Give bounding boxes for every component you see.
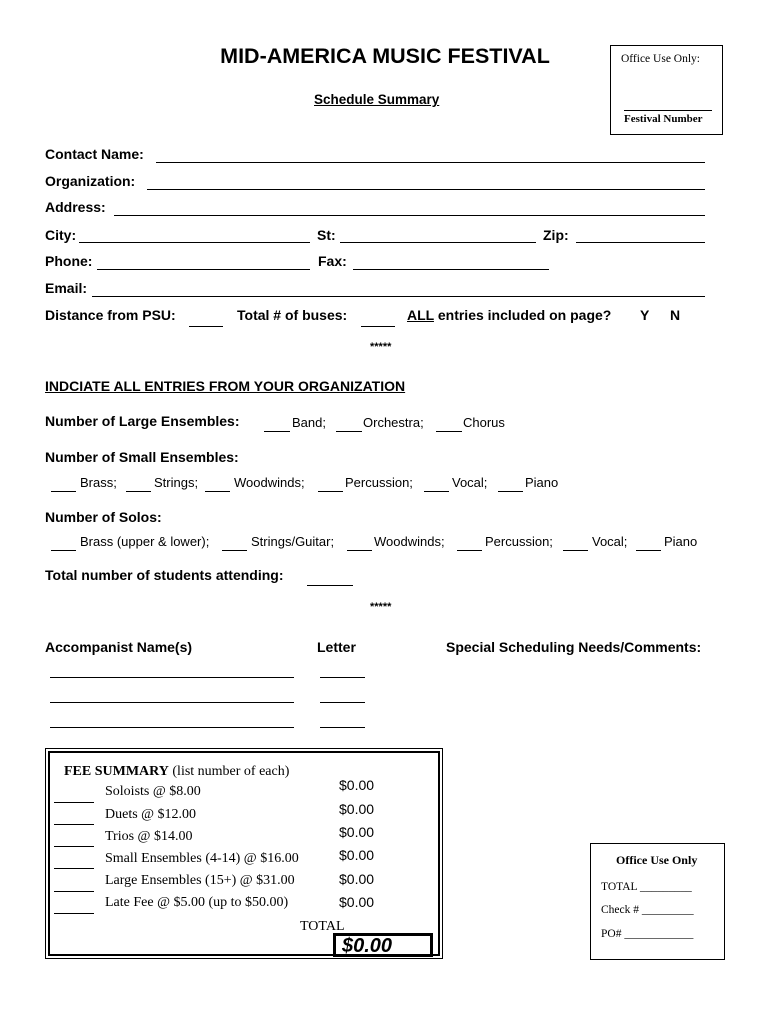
solo-brass-field[interactable]: [51, 550, 76, 551]
small-vocal-label: Vocal;: [452, 475, 488, 490]
small-woodwinds-field[interactable]: [205, 491, 230, 492]
duets-count-field[interactable]: [54, 824, 94, 825]
small-ensembles-count-field[interactable]: [54, 868, 94, 869]
fee-item-large-ensembles: Large Ensembles (15+) @ $31.00: [105, 873, 295, 888]
fee-summary-title: [64, 764, 289, 780]
solo-piano-field[interactable]: [636, 550, 661, 551]
office-use-only-box: [590, 843, 725, 960]
email-field[interactable]: [92, 296, 705, 297]
distance-label: Distance from PSU:: [45, 307, 176, 323]
fee-item-duets: Duets @ $12.00: [105, 807, 197, 822]
small-brass-field[interactable]: [51, 491, 76, 492]
accompanist-label: Accompanist Name(s): [45, 639, 193, 655]
small-piano-field[interactable]: [498, 491, 523, 492]
students-field[interactable]: [307, 585, 353, 586]
solo-percussion-field[interactable]: [457, 550, 482, 551]
solo-vocal-field[interactable]: [563, 550, 588, 551]
separator-2: *****: [370, 601, 392, 613]
page-title: MID-AMERICA MUSIC FESTIVAL: [220, 44, 550, 68]
solo-strings-field[interactable]: [222, 550, 247, 551]
page-subtitle: Schedule Summary: [314, 92, 440, 107]
entries-question: [407, 307, 611, 323]
fee-total-label: TOTAL: [300, 919, 345, 934]
fee-amount-small-ensembles: $0.00: [339, 847, 375, 863]
small-strings-field[interactable]: [126, 491, 151, 492]
entries-question-text: entries included on page?: [437, 307, 612, 323]
orchestra-count-field[interactable]: [336, 431, 362, 432]
letter-label: Letter: [317, 639, 356, 655]
office-use-total[interactable]: TOTAL _________: [601, 881, 692, 893]
office-use-only-title: Office Use Only: [616, 853, 698, 867]
fee-amount-late-fee: $0.00: [339, 894, 375, 910]
organization-label: Organization:: [45, 173, 136, 189]
contact-name-label: Contact Name:: [45, 146, 144, 162]
city-label: City:: [45, 227, 77, 243]
students-label: Total number of students attending:: [45, 567, 284, 583]
no-option[interactable]: N: [670, 307, 681, 323]
accompanist-letter-field-2[interactable]: [320, 702, 365, 703]
small-strings-label: Strings;: [154, 475, 199, 490]
buses-label: Total # of buses:: [237, 307, 348, 323]
organization-field[interactable]: [147, 189, 705, 190]
fee-item-soloists: Soloists @ $8.00: [105, 784, 201, 799]
phone-field[interactable]: [97, 269, 310, 270]
email-label: Email:: [45, 280, 88, 296]
fee-amount-large-ensembles: $0.00: [339, 871, 375, 887]
band-label: Band;: [292, 415, 326, 430]
fax-field[interactable]: [353, 269, 549, 270]
solo-percussion-label: Percussion;: [485, 534, 553, 549]
festival-number-label: Festival Number: [624, 113, 703, 125]
yes-option[interactable]: Y: [640, 307, 650, 323]
buses-field[interactable]: [361, 326, 395, 327]
zip-label: Zip:: [543, 227, 569, 243]
office-use-check[interactable]: Check # _________: [601, 904, 694, 916]
small-ensembles-label: Number of Small Ensembles:: [45, 449, 239, 465]
accompanist-name-field-1[interactable]: [50, 677, 294, 678]
separator-1: *****: [370, 341, 392, 353]
all-emphasis: ALL: [407, 307, 434, 323]
office-use-label: Office Use Only:: [621, 53, 700, 65]
band-count-field[interactable]: [264, 431, 290, 432]
fee-summary-inner: [48, 751, 440, 956]
small-vocal-field[interactable]: [424, 491, 449, 492]
zip-field[interactable]: [576, 242, 705, 243]
contact-name-field[interactable]: [156, 162, 705, 163]
fee-amount-trios: $0.00: [339, 824, 375, 840]
accompanist-name-field-2[interactable]: [50, 702, 294, 703]
state-label: St:: [317, 227, 336, 243]
chorus-label: Chorus: [463, 415, 505, 430]
accompanist-name-field-3[interactable]: [50, 727, 294, 728]
small-piano-label: Piano: [525, 475, 559, 490]
solo-vocal-label: Vocal;: [592, 534, 628, 549]
fee-item-late-fee: Late Fee @ $5.00 (up to $50.00): [105, 895, 289, 910]
orchestra-label: Orchestra;: [363, 415, 424, 430]
solo-piano-label: Piano: [664, 534, 698, 549]
fee-amount-soloists: $0.00: [339, 777, 375, 793]
phone-label: Phone:: [45, 253, 93, 269]
large-ensembles-count-field[interactable]: [54, 891, 94, 892]
chorus-count-field[interactable]: [436, 431, 462, 432]
late-fee-count-field[interactable]: [54, 913, 94, 914]
fee-item-small-ensembles: Small Ensembles (4-14) @ $16.00: [105, 851, 299, 866]
fee-item-trios: Trios @ $14.00: [105, 829, 193, 844]
accompanist-letter-field-1[interactable]: [320, 677, 365, 678]
small-woodwinds-label: Woodwinds;: [234, 475, 305, 490]
soloists-count-field[interactable]: [54, 802, 94, 803]
state-field[interactable]: [340, 242, 536, 243]
comments-label: Special Scheduling Needs/Comments:: [446, 639, 702, 655]
large-ensembles-label: Number of Large Ensembles:: [45, 413, 240, 429]
fax-label: Fax:: [318, 253, 347, 269]
office-use-po[interactable]: PO# ____________: [601, 928, 694, 940]
fee-total-value: $0.00: [333, 933, 433, 957]
small-percussion-label: Percussion;: [345, 475, 413, 490]
fee-summary-box: [45, 748, 443, 959]
small-percussion-field[interactable]: [318, 491, 343, 492]
fee-summary-title-rest: (list number of each): [168, 764, 290, 779]
solo-woodwinds-field[interactable]: [347, 550, 372, 551]
trios-count-field[interactable]: [54, 846, 94, 847]
entries-heading: INDCIATE ALL ENTRIES FROM YOUR ORGANIZATION: [45, 378, 406, 394]
solo-strings-label: Strings/Guitar;: [251, 534, 335, 549]
fee-summary-title-bold: FEE SUMMARY: [64, 764, 169, 779]
office-use-box: [610, 45, 723, 135]
solo-woodwinds-label: Woodwinds;: [374, 534, 445, 549]
solos-label: Number of Solos:: [45, 509, 162, 525]
distance-field[interactable]: [189, 326, 223, 327]
accompanist-letter-field-3[interactable]: [320, 727, 365, 728]
city-field[interactable]: [79, 242, 310, 243]
solo-brass-label: Brass (upper & lower);: [80, 534, 210, 549]
festival-number-field[interactable]: [624, 110, 712, 111]
fee-amount-duets: $0.00: [339, 801, 375, 817]
address-field[interactable]: [114, 215, 705, 216]
address-label: Address:: [45, 199, 106, 215]
small-brass-label: Brass;: [80, 475, 117, 490]
